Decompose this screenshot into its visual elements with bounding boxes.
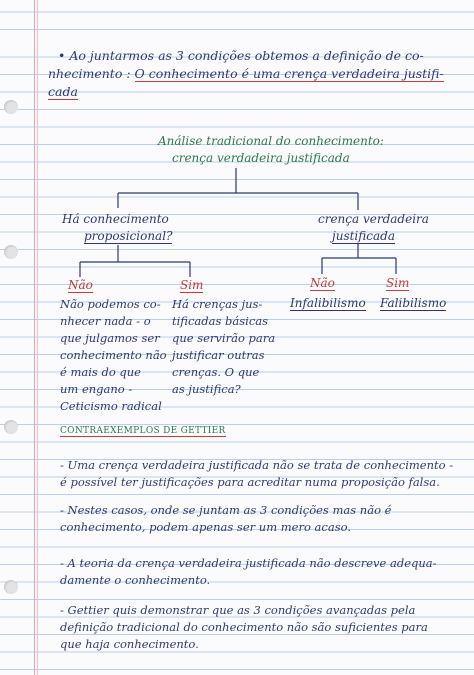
left-nao-label: Não [68, 278, 93, 292]
intro-line-2-start: nhecimento : [48, 66, 135, 81]
bullet-4-line-2: definição tradicional do conhecimento não são suficientes para [60, 620, 428, 634]
nao-text-line: nhecer nada - o [60, 314, 151, 328]
bullet-4-line-1: - Gettier quis demonstrar que as 3 condições avançadas pela [60, 603, 416, 617]
sim-text-line: Há crenças jus- [172, 297, 263, 311]
bullet-3-line-1: - A teoria da crença verdadeira justificada não descreve adequa- [60, 556, 437, 570]
right-question-line-2: justificada [332, 229, 395, 243]
falibilismo-label: Falibilismo [380, 296, 447, 310]
nao-text-line: Ceticismo radical [60, 399, 162, 413]
intro-definition: O conhecimento é uma crença verdadeira justifi- [134, 66, 444, 81]
diagram-title-line-1: Análise tradicional do conhecimento: [158, 134, 384, 148]
bullet-1-line-1: - Uma crença verdadeira justificada não se trata de conhecimento - [60, 458, 454, 472]
bullet-2-line-1: - Nestes casos, onde se juntam as 3 condições mas não é [60, 503, 392, 517]
sim-text-line: tificadas básicas [172, 314, 269, 328]
nao-text-line: conhecimento não [60, 348, 167, 362]
bullet-1-line-2: é possível ter justificações para acreditar numa proposição falsa. [60, 475, 440, 489]
bullet-3-line-2: damente o conhecimento. [60, 573, 211, 587]
bullet-2-line-2: conhecimento, podem apenas ser um mero acaso. [60, 520, 351, 534]
sim-text-line: as justifica? [172, 382, 241, 396]
sim-text-line: que servirão para [172, 331, 276, 345]
diagram-title-line-2: crença verdadeira justificada [172, 151, 350, 165]
intro-line-1: • Ao juntarmos as 3 condições obtemos a definição de co- [58, 48, 424, 63]
right-nao-label: Não [310, 276, 335, 290]
nao-text-line: Não podemos co- [60, 297, 161, 311]
section-heading: CONTRAEXEMPLOS DE GETTIER [60, 426, 226, 436]
sim-text-line: crenças. O que [172, 365, 260, 379]
right-question-line-1: crença verdadeira [318, 212, 429, 226]
intro-line-3: cada [48, 84, 78, 99]
left-question-line-2: proposicional? [84, 229, 173, 243]
nao-text-line: que julgamos ser [60, 331, 160, 345]
sim-text-line: justificar outras [172, 348, 265, 362]
infalibilismo-label: Infalibilismo [290, 296, 366, 310]
right-sim-label: Sim [386, 276, 410, 290]
left-sim-label: Sim [180, 278, 204, 292]
nao-text-line: um engano - [60, 382, 133, 396]
left-question-line-1: Há conhecimento [62, 212, 169, 226]
nao-text-line: é mais do que [60, 365, 141, 379]
bullet-4-line-3: que haja conhecimento. [60, 637, 199, 651]
